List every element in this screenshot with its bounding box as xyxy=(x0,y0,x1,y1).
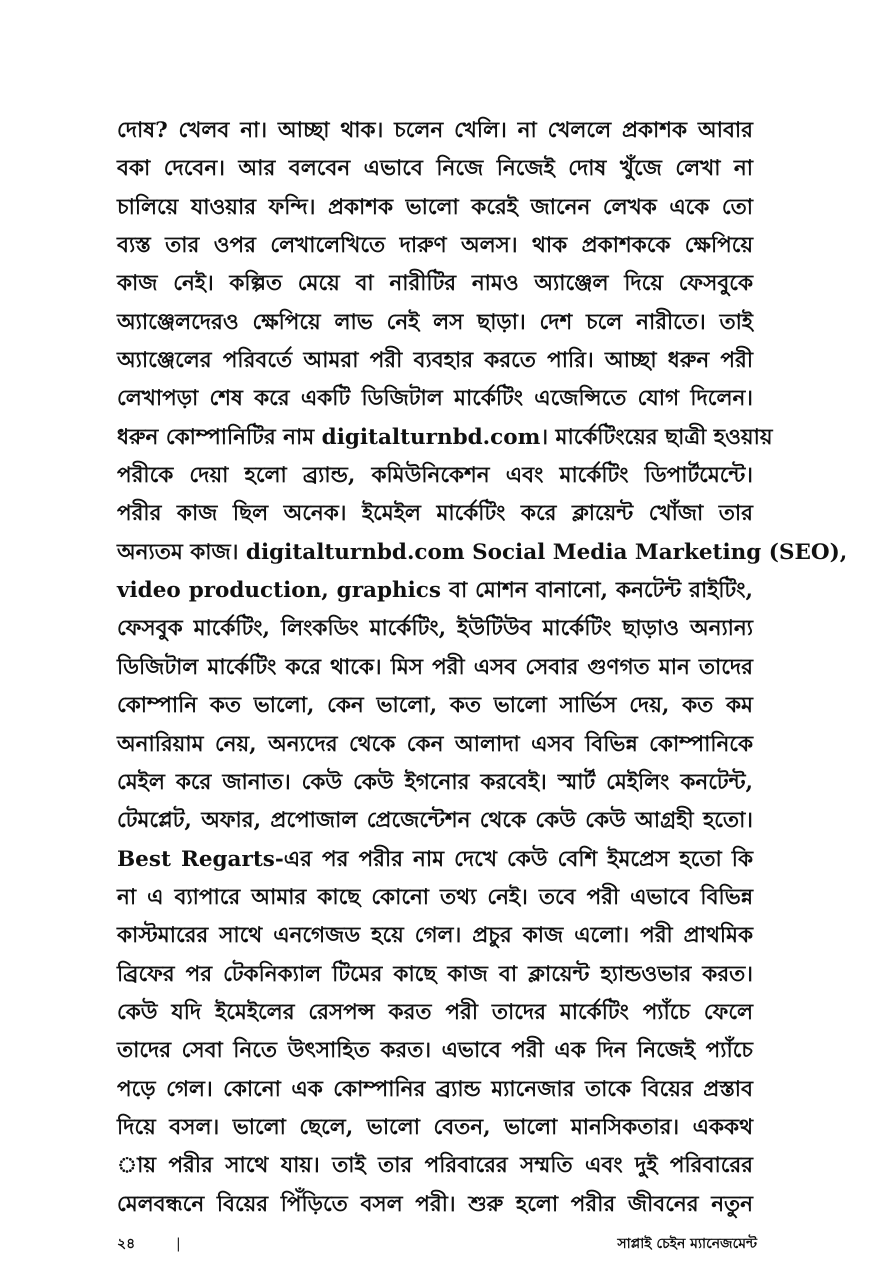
text-line: অ্যাঞ্জেলের পরিবর্তে আমরা পরী ব্যবহার করতে পারি। আচ্ছা ধরুন পরী xyxy=(117,348,753,374)
text-line: Best Regarts-এর পর পরীর নাম দেখে কেউ বেশি ইমপ্রেস হতো কি xyxy=(117,846,753,872)
text-line: মেইল করে জানাত। কেউ কেউ ইগনোর করবেই। স্মার্ট মেইলিং কনটেন্ট, xyxy=(117,769,753,795)
text-line: কেউ যদি ইমেইলের রেসপন্স করত পরী তাদের মার্কেটিং প্যাঁচে ফেলে xyxy=(117,999,753,1025)
text-line: video production, graphics বা মোশন বানানো, কনটেন্ট রাইটিং, xyxy=(117,578,753,604)
text-line: লেখাপড়া শেষ করে একটি ডিজিটাল মার্কেটিং এজেন্সিতে যোগ দিলেন। xyxy=(117,386,753,412)
footer-divider: | xyxy=(176,1236,181,1252)
text-line: কাস্টমারের সাথে এনগেজড হয়ে গেল। প্রচুর কাজ এলো। পরী প্রাথমিক xyxy=(117,923,753,949)
text-line: টেমপ্লেট, অফার, প্রপোজাল প্রেজেন্টেশন থেকে কেউ কেউ আগ্রহী হতো। xyxy=(117,808,753,834)
running-title: সাপ্লাই চেইন ম্যানেজমেন্ট xyxy=(617,1236,757,1252)
text-line: ব্রিফের পর টেকনিক্যাল টিমের কাছে কাজ বা ক্লায়েন্ট হ্যান্ডওভার করত। xyxy=(117,961,753,987)
text-line: অন্যতম কাজ। digitalturnbd.com Social Media Marketing (SEO), xyxy=(117,539,848,565)
text-line: অ্যাঞ্জেলদেরও ক্ষেপিয়ে লাভ নেই লস ছাড়া। দেশ চলে নারীতে। তাই xyxy=(117,309,753,335)
text-line: না এ ব্যাপারে আমার কাছে কোনো তথ্য নেই। তবে পরী এভাবে বিভিন্ন xyxy=(117,884,753,910)
text-line: কোম্পানি কত ভালো, কেন ভালো, কত ভালো সার্ভিস দেয়, কত কম xyxy=(117,693,753,719)
text-line: তাদের সেবা নিতে উৎসাহিত করত। এভাবে পরী এক দিন নিজেই প্যাঁচে xyxy=(117,1038,753,1064)
text-line: ধরুন কোম্পানিটির নাম digitalturnbd.com। মার্কেটিংয়ের ছাত্রী হওয়ায় xyxy=(117,424,773,450)
text-line: মেলবন্ধনে বিয়ের পিঁড়িতে বসল পরী। শুরু হলো পরীর জীবনের নতুন xyxy=(117,1191,753,1217)
text-line: অনারিয়াম নেয়, অন্যদের থেকে কেন আলাদা এসব বিভিন্ন কোম্পানিকে xyxy=(117,731,753,757)
page-footer xyxy=(117,1232,757,1256)
text-line: ডিজিটাল মার্কেটিং করে থাকে। মিস পরী এসব সেবার গুণগত মান তাদের xyxy=(117,654,753,680)
text-line: বকা দেবেন। আর বলবেন এভাবে নিজে নিজেই দোষ খুঁজে লেখা না xyxy=(117,156,753,182)
text-line: দিয়ে বসল। ভালো ছেলে, ভালো বেতন, ভালো মানসিকতার। এককথ xyxy=(117,1114,753,1140)
text-line: চালিয়ে যাওয়ার ফন্দি। প্রকাশক ভালো করেই জানেন লেখক একে তো xyxy=(117,194,753,220)
text-line: দোষ? খেলব না। আচ্ছা থাক। চলেন খেলি। না খেললে প্রকাশক আবার xyxy=(117,118,753,143)
text-line: পরীর কাজ ছিল অনেক। ইমেইল মার্কেটিং করে ক্লায়েন্ট খোঁজা তার xyxy=(117,501,753,527)
text-line: ব্যস্ত তার ওপর লেখালেখিতে দারুণ অলস। থাক প্রকাশককে ক্ষেপিয়ে xyxy=(117,233,753,259)
body-text xyxy=(117,112,848,1222)
text-line: পড়ে গেল। কোনো এক কোম্পানির ব্র্যান্ড ম্যানেজার তাকে বিয়ের প্রস্তাব xyxy=(117,1076,753,1102)
text-line: ফেসবুক মার্কেটিং, লিংকডিং মার্কেটিং, ইউটিউব মার্কেটিং ছাড়াও অন্যান্য xyxy=(117,616,753,642)
text-line: কাজ নেই। কল্পিত মেয়ে বা নারীটির নামও অ্যাঞ্জেল দিয়ে ফেসবুকে xyxy=(117,271,753,297)
page-number: ২৪ xyxy=(117,1236,136,1252)
text-line: পরীকে দেয়া হলো ব্র্যান্ড, কমিউনিকেশন এবং মার্কেটিং ডিপার্টমেন্টে। xyxy=(117,463,753,489)
text-line: ায় পরীর সাথে যায়। তাই তার পরিবারের সম্মতি এবং দুই পরিবারের xyxy=(117,1153,753,1179)
